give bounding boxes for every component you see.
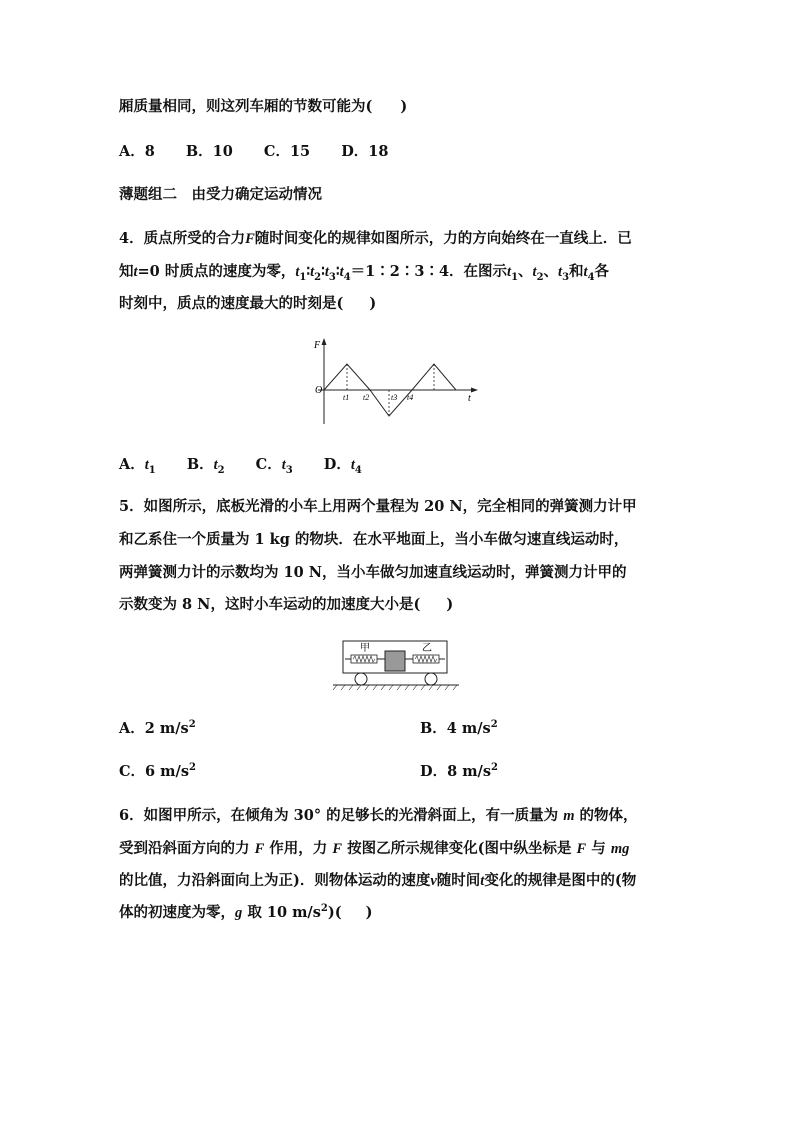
section-title: 薄题组二 由受力确定运动情况 xyxy=(119,186,322,203)
q6-text: 的比值，力沿斜面向上为正)．则物体运动的速度 xyxy=(119,872,431,889)
tick-label-t4: t4 xyxy=(407,393,414,402)
q3-options xyxy=(119,142,388,162)
sup: 2 xyxy=(491,762,498,774)
block xyxy=(385,651,405,671)
tick-label-t3: t3 xyxy=(391,393,398,402)
q4-stem-line-1 xyxy=(119,229,632,249)
sub: 1 xyxy=(511,271,519,283)
label: A．2 m/s xyxy=(119,720,189,737)
q5-option-b[interactable] xyxy=(420,719,498,739)
label: C．6 m/s xyxy=(119,763,189,780)
q6-text: 受到沿斜面方向的力 xyxy=(119,840,250,857)
q3-stem-line xyxy=(119,97,407,117)
q4-force-time-graph xyxy=(308,336,488,432)
q6-var-f: F xyxy=(576,841,587,857)
q5-text: 示数变为 8 N，这时小车运动的加速度大小是( xyxy=(119,596,421,613)
q3-option-a[interactable]: A．8 xyxy=(119,143,155,160)
q5-option-d[interactable] xyxy=(420,762,498,782)
sub: 1 xyxy=(299,271,307,283)
q4-var-t1: t xyxy=(507,264,512,280)
sub: 2 xyxy=(536,271,544,283)
q3-stem-text: 厢质量相同，则这列车厢的节数可能为( xyxy=(119,98,373,115)
var: t xyxy=(144,457,149,473)
q3-option-c[interactable]: C．15 xyxy=(263,143,311,160)
q4-var-t1: t xyxy=(295,264,300,280)
q6-answer-close: ) xyxy=(365,904,373,921)
q4-text: 各 xyxy=(594,263,610,280)
q4-text: 4．质点所受的合力 xyxy=(119,230,246,247)
label: D．8 m/s xyxy=(420,763,492,780)
q6-stem-line-2 xyxy=(119,839,629,859)
sep: 、 xyxy=(518,263,533,280)
ratio: ∶ xyxy=(335,263,340,280)
q6-stem-line-1 xyxy=(119,806,638,826)
q4-option-d[interactable] xyxy=(323,456,362,476)
q4-options xyxy=(119,455,362,475)
q4-var-t4: t xyxy=(583,264,588,280)
q6-text: )( xyxy=(327,904,342,921)
q4-var-t4: t xyxy=(339,264,344,280)
sub: 1 xyxy=(148,464,156,476)
q6-text: 取 10 m/s xyxy=(247,904,321,921)
q5-option-c[interactable] xyxy=(119,762,196,782)
sub: 3 xyxy=(562,271,570,283)
q6-var-m: m xyxy=(563,808,575,824)
wheel-left xyxy=(355,673,367,685)
q6-stem-line-4 xyxy=(119,903,372,923)
q5-cart-spring-diagram xyxy=(333,637,459,693)
q4-option-b[interactable] xyxy=(186,456,225,476)
q6-var-mg: mg xyxy=(610,841,630,857)
sup: 2 xyxy=(188,762,196,774)
label: B．4 m/s xyxy=(420,720,491,737)
y-axis-arrow xyxy=(322,338,327,345)
var: t xyxy=(350,457,355,473)
q4-text: ＝1∶2∶3∶4．在图示 xyxy=(350,263,508,280)
q6-var-f: F xyxy=(254,841,265,857)
sub: 2 xyxy=(217,464,225,476)
sup: 2 xyxy=(490,719,498,731)
y-axis-label: F xyxy=(314,340,321,351)
q3-option-b[interactable]: B．10 xyxy=(185,143,233,160)
ratio: ∶ xyxy=(306,263,311,280)
q4-text: 时刻中，质点的速度最大的时刻是( xyxy=(119,295,344,312)
q6-var-v: v xyxy=(430,873,437,889)
q5-stem-line-1: 5．如图所示，底板光滑的小车上用两个量程为 20 N，完全相同的弹簧测力计甲 xyxy=(119,498,637,515)
q4-var-t3: t xyxy=(324,264,329,280)
label: D． xyxy=(323,456,351,473)
q3-answer-close: ) xyxy=(400,98,408,115)
q5-option-a[interactable] xyxy=(119,719,196,739)
sub: 4 xyxy=(354,464,362,476)
wheel-right xyxy=(425,673,437,685)
q4-text: 和 xyxy=(569,263,584,280)
var: t xyxy=(281,457,286,473)
tick-label-t1: t1 xyxy=(343,393,350,402)
q6-text: 体的初速度为零， xyxy=(119,904,235,921)
q4-text: =0 时质点的速度为零， xyxy=(137,263,296,280)
q4-var-t2: t xyxy=(310,264,315,280)
q6-var-f: F xyxy=(332,841,343,857)
tick-label-t2: t2 xyxy=(363,393,370,402)
sup: 2 xyxy=(188,719,196,731)
q6-stem-line-3 xyxy=(119,871,636,891)
q4-var-t2: t xyxy=(532,264,537,280)
sub: 3 xyxy=(285,464,293,476)
q6-text: 与 xyxy=(591,840,606,857)
q4-text: 随时间变化的规律如图所示，力的方向始终在一直线上．已 xyxy=(254,230,632,247)
q4-option-c[interactable] xyxy=(255,456,293,476)
q5-stem-line-3: 两弹簧测力计的示数均为 10 N，当小车做匀加速直线运动时，弹簧测力计甲的 xyxy=(119,564,627,581)
q4-var-t: t xyxy=(133,264,138,280)
q6-text: 变化的规律是图中的(物 xyxy=(484,872,637,889)
q6-text: 6．如图甲所示，在倾角为 30° 的足够长的光滑斜面上，有一质量为 xyxy=(119,807,559,824)
q6-var-g: g xyxy=(235,905,243,921)
sub: 4 xyxy=(587,271,595,283)
q3-option-d[interactable]: D．18 xyxy=(341,143,389,160)
sep: 、 xyxy=(543,263,559,280)
sub: 4 xyxy=(343,271,351,283)
label: B． xyxy=(186,456,214,473)
sup: 2 xyxy=(320,903,328,915)
sub: 3 xyxy=(328,271,336,283)
q5-answer-close: ) xyxy=(446,596,454,613)
label-jia: 甲 xyxy=(360,643,370,654)
x-axis-arrow xyxy=(471,388,478,393)
q6-text: 按图乙所示规律变化(图中纵坐标是 xyxy=(347,840,572,857)
q5-stem-line-2: 和乙系住一个质量为 1 kg 的物块．在水平地面上，当小车做匀速直线运动时， xyxy=(119,531,629,548)
origin-label: O xyxy=(315,385,323,396)
q4-stem-line-3 xyxy=(119,294,376,314)
sub: 2 xyxy=(314,271,322,283)
q6-text: 的物体， xyxy=(579,807,638,824)
label-yi: 乙 xyxy=(422,643,432,654)
q4-answer-close: ) xyxy=(369,295,377,312)
q4-text: 知 xyxy=(119,263,134,280)
q4-var-t3: t xyxy=(558,264,563,280)
q5-stem-line-4 xyxy=(119,595,453,615)
ratio: ∶ xyxy=(321,263,325,280)
q6-var-t: t xyxy=(480,873,485,889)
q6-text: 作用，力 xyxy=(269,840,328,857)
q6-text: 随时间 xyxy=(436,872,481,889)
q4-var-f: F xyxy=(245,231,255,247)
label: C． xyxy=(255,456,282,473)
var: t xyxy=(213,457,218,473)
x-axis-label: t xyxy=(468,393,471,404)
label: A． xyxy=(119,456,145,473)
q4-option-a[interactable] xyxy=(119,456,156,476)
ground-hatch xyxy=(333,685,457,690)
q4-stem-line-2 xyxy=(119,262,609,282)
